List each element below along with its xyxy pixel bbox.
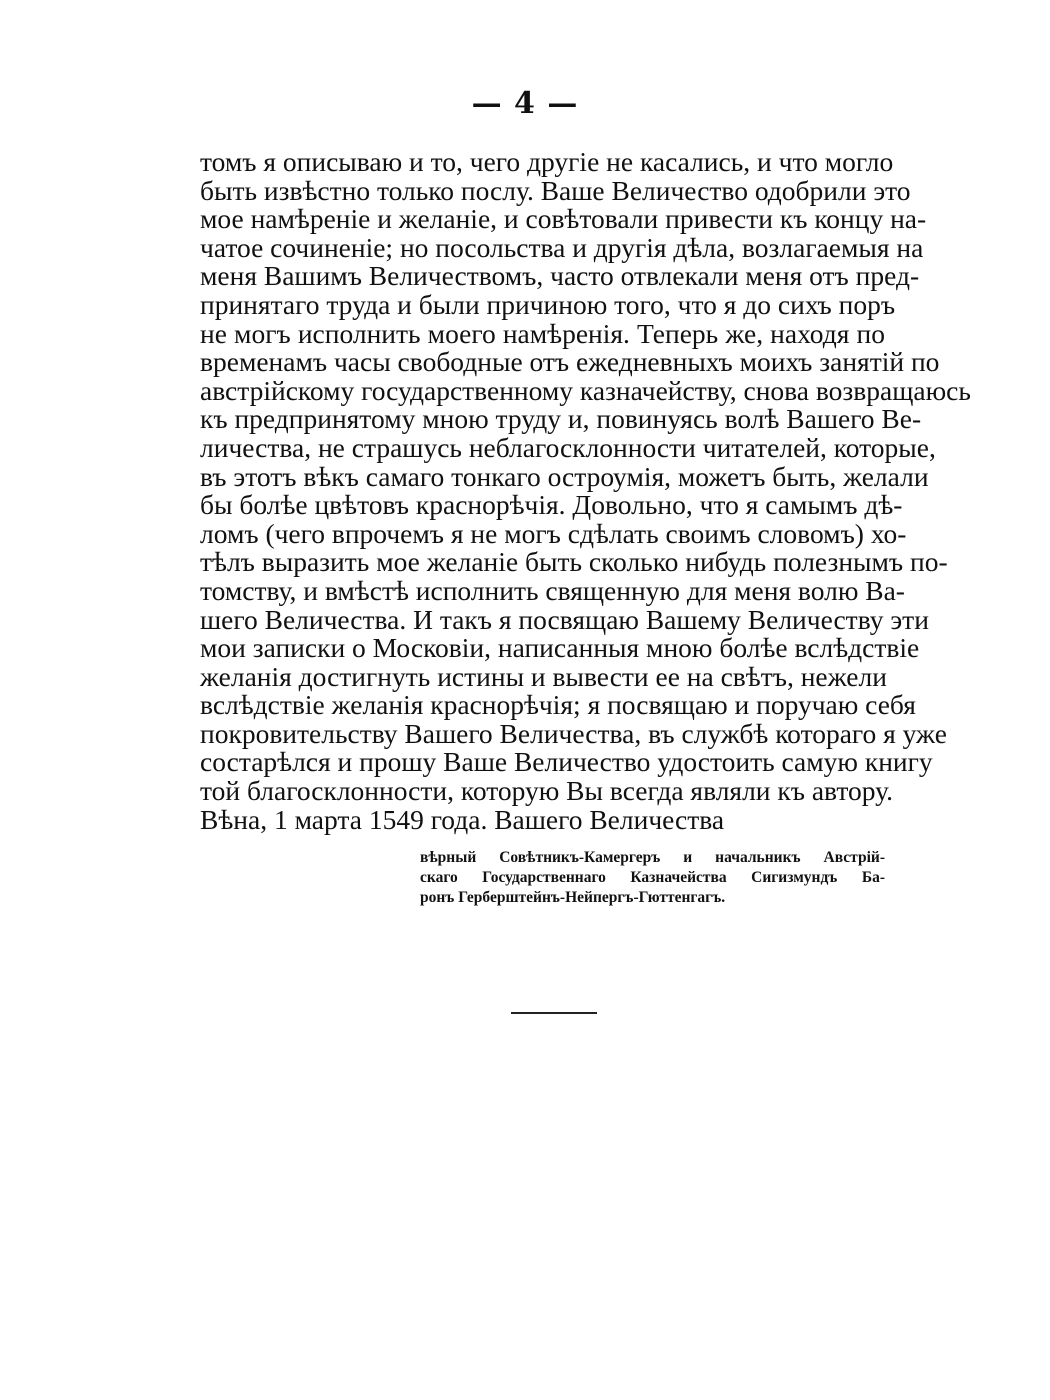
text-line: томству, и вмѣстѣ исполнить священную для меня волю Ва- xyxy=(200,574,905,606)
text-line: бы болѣе цвѣтовъ краснорѣчія. Довольно, что я самымъ дѣ- xyxy=(200,489,903,521)
signature-line: вѣрный Совѣтникъ-Камергеръ и начальникъ Австрій- xyxy=(420,849,885,866)
section-divider xyxy=(511,1012,597,1014)
text-line: покровительству Вашего Величества, въ службѣ котораго я уже xyxy=(200,717,947,749)
text-line: мое намѣреніе и желаніе, и совѣтовали привести къ концу на- xyxy=(200,203,927,235)
text-line: тѣлъ выразить мое желаніе быть сколько нибудь полезнымъ по- xyxy=(200,546,948,578)
text-line: той благосклонности, которую Вы всегда являли къ автору. xyxy=(200,775,894,807)
text-line: въ этотъ вѣкъ самаго тонкаго остроумія, можетъ быть, желали xyxy=(200,460,929,492)
text-line: къ предпринятому мною труду и, повинуясь волѣ Вашего Ве- xyxy=(200,403,922,435)
text-line: чатое сочиненіе; но посольства и другія дѣла, возлагаемыя на xyxy=(200,231,924,263)
signature-line: ронъ Герберштейнъ-Нейпергъ-Гюттенгагъ. xyxy=(420,889,726,906)
signature-line: скаго Государственнаго Казначейства Сигизмундъ Ба- xyxy=(420,869,885,886)
dateline: Вѣна, 1 марта 1549 года. Вашего Величества xyxy=(200,803,725,835)
text-line: состарѣлся и прошу Ваше Величество удостоить самую книгу xyxy=(200,746,933,778)
text-line: временамъ часы свободные отъ ежедневныхъ моихъ занятій по xyxy=(200,346,940,378)
text-line: мои записки о Московіи, написанныя мною болѣе вслѣдствіе xyxy=(200,632,920,664)
text-line: томъ я описываю и то, чего другіе не касались, и что могло xyxy=(200,146,894,177)
text-line: личества, не страшусь неблагосклонности читателей, которые, xyxy=(200,431,936,463)
body-text xyxy=(200,146,971,835)
text-line: быть извѣстно только послу. Ваше Величество одобрили это xyxy=(200,174,911,206)
text-line: принятаго труда и были причиною того, что я до сихъ поръ xyxy=(200,288,896,320)
signature-block xyxy=(420,848,885,908)
text-line: вслѣдствіе желанія краснорѣчія; я посвящаю и поручаю себя xyxy=(200,689,916,721)
text-line: желанія достигнуть истины и вывести ее на свѣтъ, нежели xyxy=(200,660,887,692)
text-line: не могъ исполнить моего намѣренія. Теперь же, находя по xyxy=(200,317,885,349)
text-line: австрійскому государственному казначейству, снова возвращаюсь xyxy=(200,374,971,406)
page-number: — 4 — xyxy=(471,86,579,121)
text-line: ломъ (чего впрочемъ я не могъ сдѣлать своимъ словомъ) хо- xyxy=(200,517,907,549)
text-line: шего Величества. И такъ я посвящаю Вашему Величеству эти xyxy=(200,603,929,635)
text-line: меня Вашимъ Величествомъ, часто отвлекали меня отъ пред- xyxy=(200,260,920,292)
